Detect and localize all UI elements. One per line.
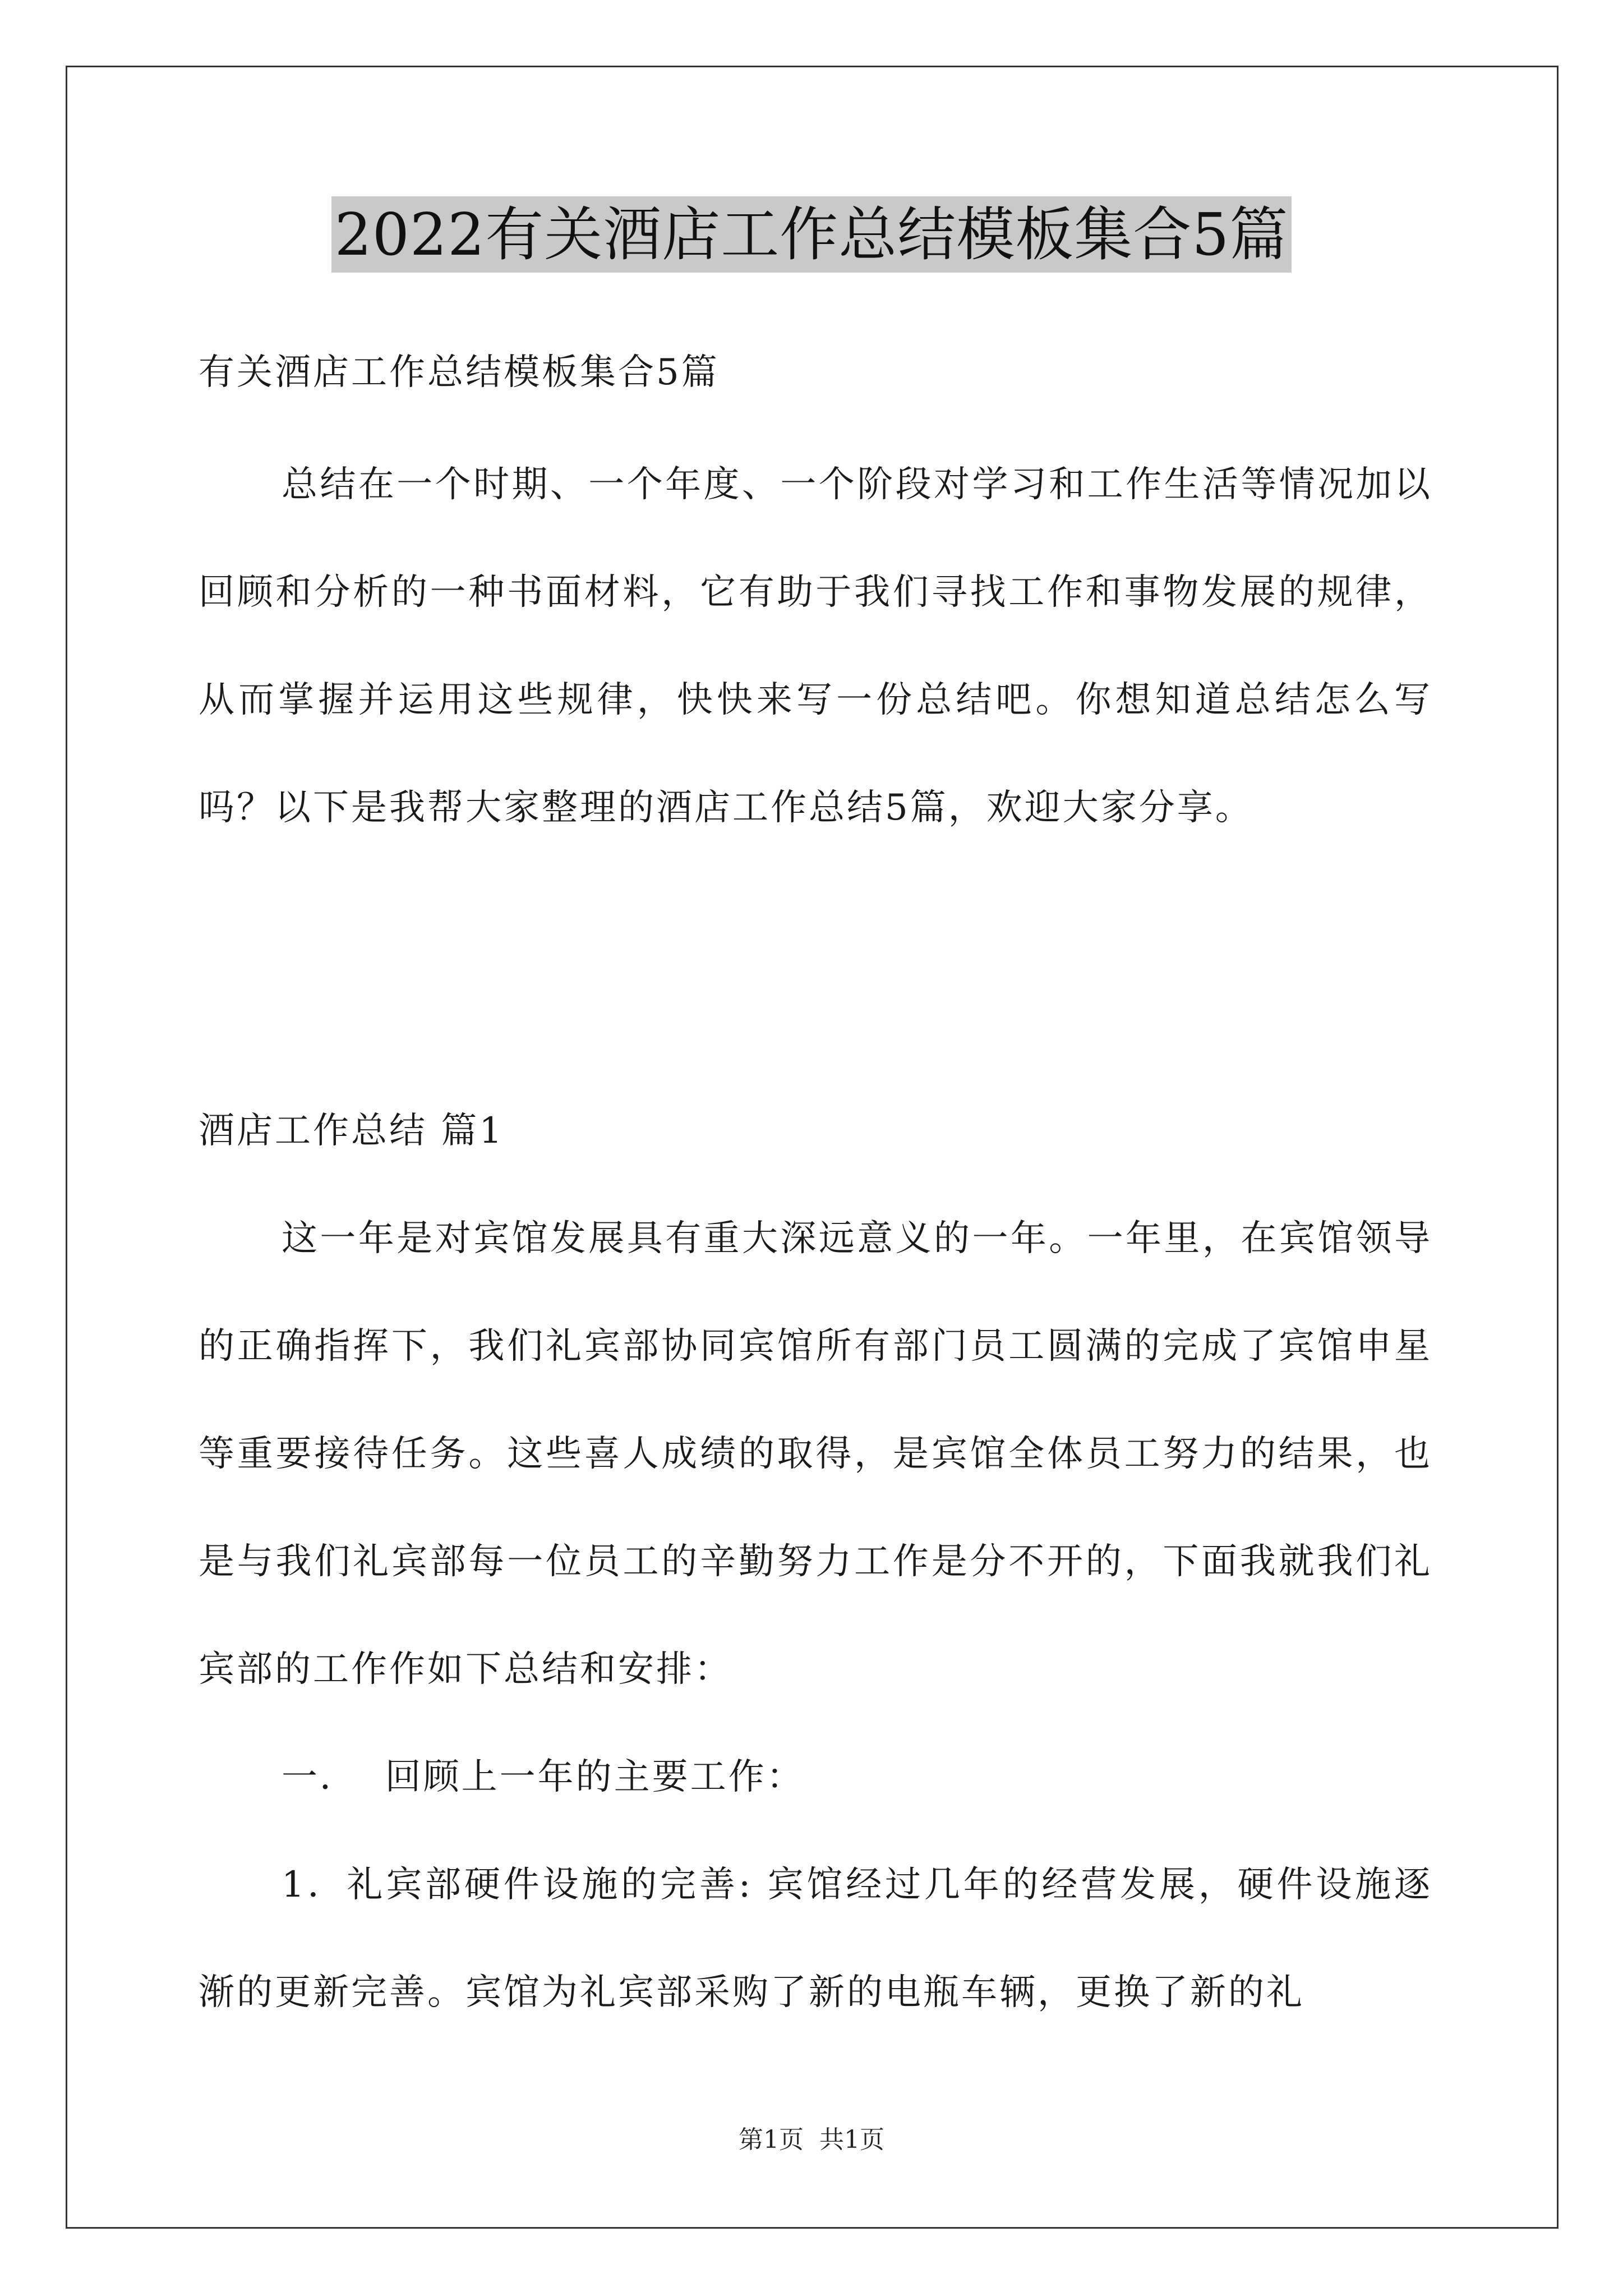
intro-paragraph: 总结在一个时期、一个年度、一个阶段对学习和工作生活等情况加以回顾和分析的一种书面材料，它有助于我们寻找工作和事物发展的规律，从而掌握并运用这些规律，快快来写一份总结吧。你想知道总结怎么写吗？以下是我帮大家整理的酒店工作总结5篇，欢迎大家分享。 [199, 464, 1432, 829]
section1-item1: 1．礼宾部硬件设施的完善: 宾馆经过几年的经营发展，硬件设施逐渐的更新完善。宾馆为礼宾部采购了新的电瓶车辆，更换了新的礼 [199, 1864, 1432, 2013]
document-subtitle: 有关酒店工作总结模板集合5篇 [199, 352, 720, 393]
section1-item-heading: 一． 回顾上一年的主要工作： [282, 1756, 805, 1798]
document-title: 2022有关酒店工作总结模板集合5篇 [331, 196, 1292, 273]
title-wrap [0, 196, 1623, 273]
section1-heading: 酒店工作总结 篇1 [199, 1110, 505, 1152]
page-number: 第1页 共1页 [739, 2125, 884, 2154]
page-footer [0, 2123, 1623, 2157]
section1-paragraph: 这一年是对宾馆发展具有重大深远意义的一年。一年里，在宾馆领导的正确指挥下，我们礼宾部协同宾馆所有部门员工圆满的完成了宾馆申星等重要接待任务。这些喜人成绩的取得，是宾馆全体员工努力的结果，也是与我们礼宾部每一位员工的辛勤努力工作是分不开的，下面我就我们礼宾部的工作作如下总结和安排： [199, 1218, 1432, 1690]
